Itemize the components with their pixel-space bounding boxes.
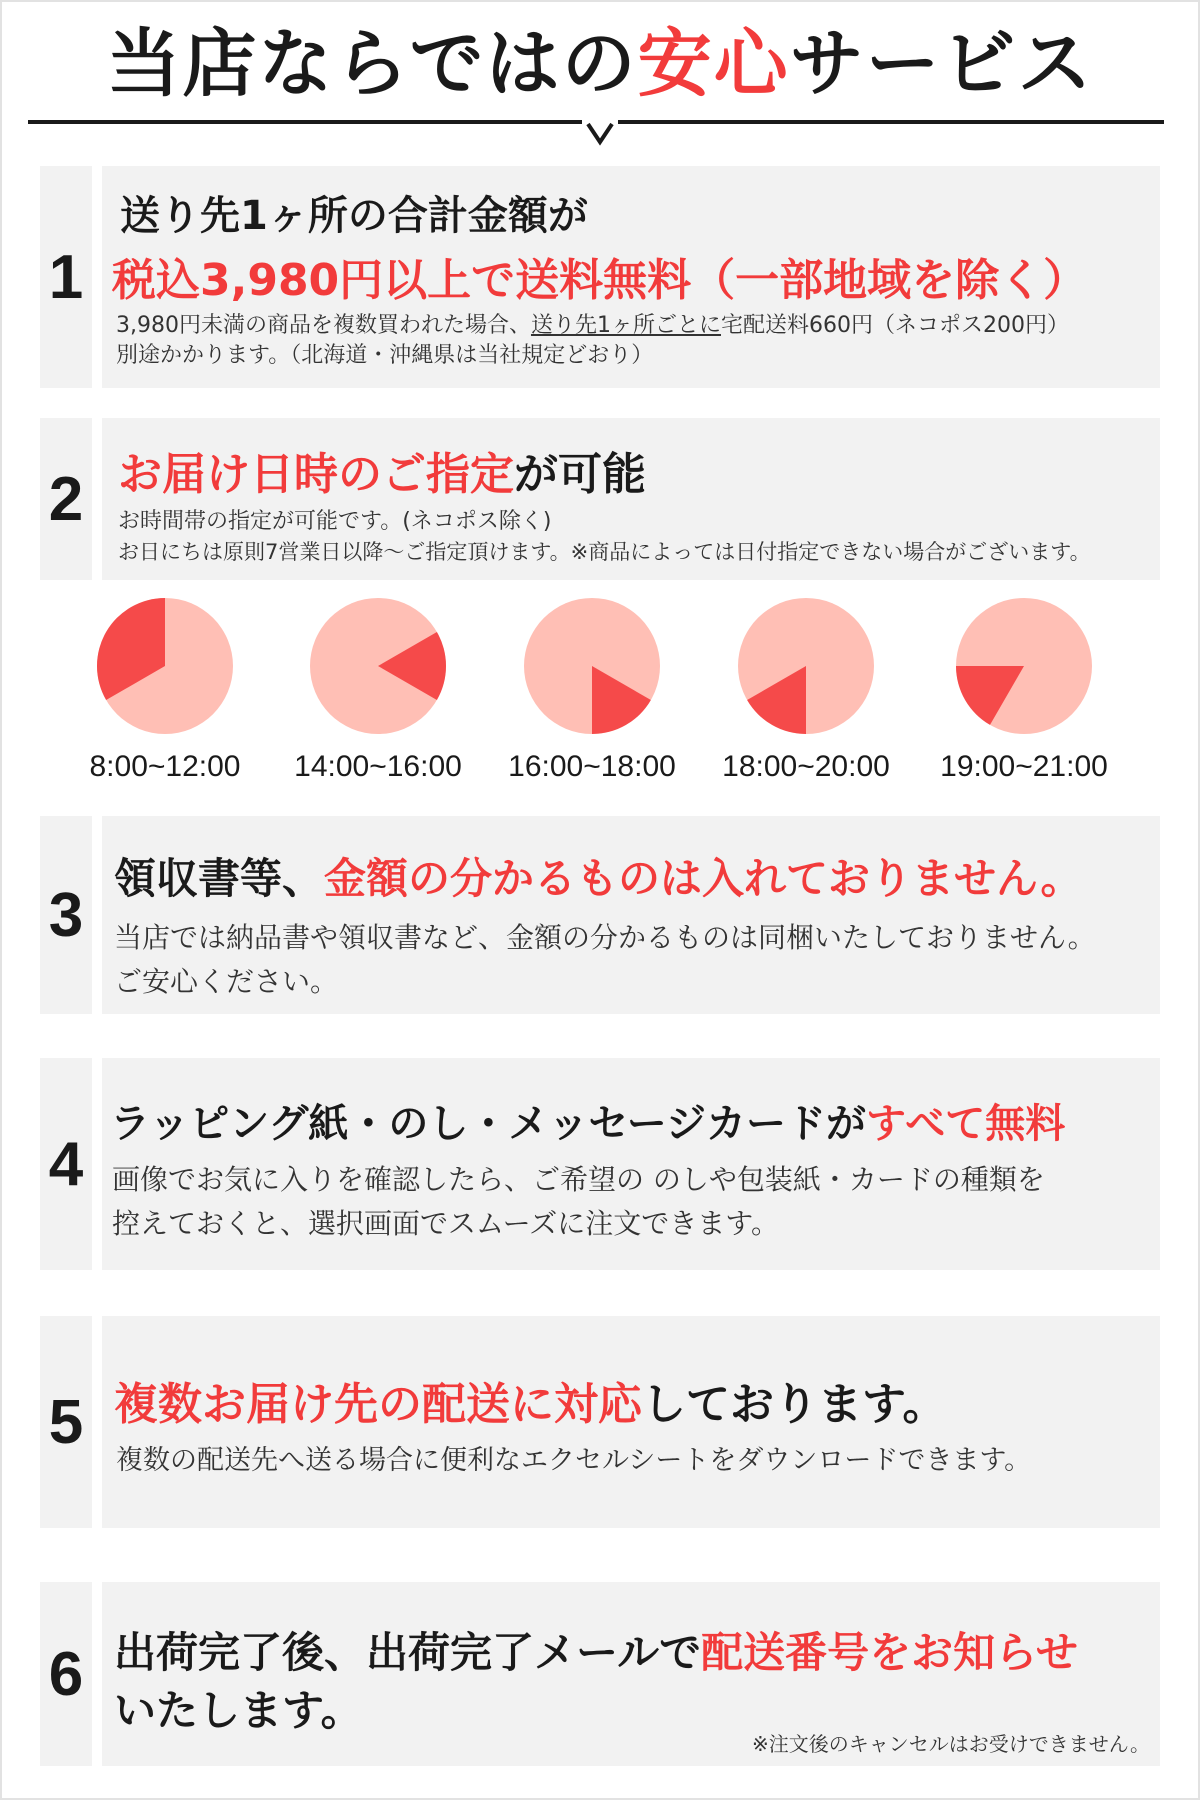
service-section-6 (40, 1582, 1160, 1766)
section-highlight: 税込3,980円以上で送料無料（一部地域を除く） (112, 255, 1088, 306)
page-title (0, 14, 1200, 114)
heading-accent: 複数お届け先の配送に対応 (114, 1379, 642, 1430)
section-body: 控えておくと、選択画面でスムーズに注文できます。 (112, 1207, 779, 1240)
section-note: お時間帯の指定が可能です。(ネコポス除く) (118, 509, 552, 534)
section-number: 5 (40, 1316, 92, 1528)
clock-pie (736, 596, 876, 736)
title-part-1: 当店ならではの (106, 21, 638, 107)
section-heading: 送り先1ヶ所の合計金額が (120, 193, 588, 239)
section-content (102, 1316, 1160, 1528)
chevron-down-icon (582, 118, 618, 148)
section-number: 1 (40, 166, 92, 388)
section-content (102, 816, 1160, 1014)
section-body: ご安心ください。 (114, 965, 339, 998)
section-number: 6 (40, 1582, 92, 1766)
time-slot (706, 596, 906, 784)
section-note: 別途かかります。（北海道・沖縄県は当社規定どおり） (116, 343, 654, 368)
section-body: 当店では納品書や領収書など、金額の分かるものは同梱いたしておりません。 (114, 921, 1096, 954)
service-section-1 (40, 166, 1160, 388)
clock-pie (308, 596, 448, 736)
note-underlined: 送り先1ヶ所ごとに (530, 313, 721, 338)
time-slot-label: 14:00~16:00 (294, 750, 462, 783)
service-section-3 (40, 816, 1160, 1014)
clock-pie (522, 596, 662, 736)
heading-accent: すべて無料 (866, 1101, 1066, 1147)
clock-pie (954, 596, 1094, 736)
clock-pie (95, 596, 235, 736)
heading-accent: 金額の分かるものは入れておりません。 (324, 854, 1083, 903)
section-heading-continued: いたします。 (114, 1686, 363, 1735)
heading-text: しております。 (642, 1379, 947, 1430)
title-accent: 安心 (637, 21, 790, 107)
section-number: 4 (40, 1058, 92, 1270)
section-heading (110, 1092, 1065, 1149)
time-slot-label: 19:00~21:00 (940, 750, 1108, 783)
service-section-5 (40, 1316, 1160, 1528)
cancel-note: ※注文後のキャンセルはお受けできません。 (752, 1732, 1150, 1756)
section-content (102, 166, 1160, 388)
section-content (102, 418, 1160, 580)
section-note: お日にちは原則7営業日以降～ご指定頂けます。※商品によっては日付指定できない場合がございます。 (118, 540, 1091, 564)
heading-text: 出荷完了後、出荷完了メールで (114, 1628, 702, 1677)
time-slot (492, 596, 692, 784)
time-slot (278, 596, 478, 784)
note-text: 3,980円未満の商品を複数買われた場合、 (116, 313, 531, 338)
section-heading (118, 438, 646, 502)
service-section-4 (40, 1058, 1160, 1270)
heading-accent: 配送番号をお知らせ (701, 1628, 1078, 1677)
section-heading (114, 1620, 1078, 1680)
title-part-2: サービス (789, 21, 1094, 107)
time-slot-charts (0, 596, 1200, 796)
section-number: 2 (40, 418, 92, 580)
section-body: 複数の配送先へ送る場合に便利なエクセルシートをダウンロードできます。 (116, 1445, 1032, 1476)
section-heading (114, 1368, 946, 1432)
heading-text: 領収書等、 (114, 854, 325, 903)
time-slot-label: 16:00~18:00 (508, 750, 676, 783)
time-slot-label: 8:00~12:00 (89, 750, 241, 783)
time-slot (65, 596, 265, 784)
section-content (102, 1058, 1160, 1270)
service-section-2 (40, 418, 1160, 580)
heading-text: ラッピング紙・のし・メッセージカードが (110, 1101, 866, 1147)
section-body: 画像でお気に入りを確認したら、ご希望の のしや包装紙・カードの種類を (112, 1163, 1045, 1196)
heading-text: が可能 (514, 449, 646, 500)
time-slot (924, 596, 1124, 784)
section-note (116, 308, 1069, 339)
heading-accent: お届け日時のご指定 (118, 449, 514, 500)
time-slot-label: 18:00~20:00 (722, 750, 890, 783)
section-heading (114, 846, 1083, 906)
note-text: 宅配送料660円（ネコポス200円） (720, 313, 1069, 338)
section-number: 3 (40, 816, 92, 1014)
section-content (102, 1582, 1160, 1766)
